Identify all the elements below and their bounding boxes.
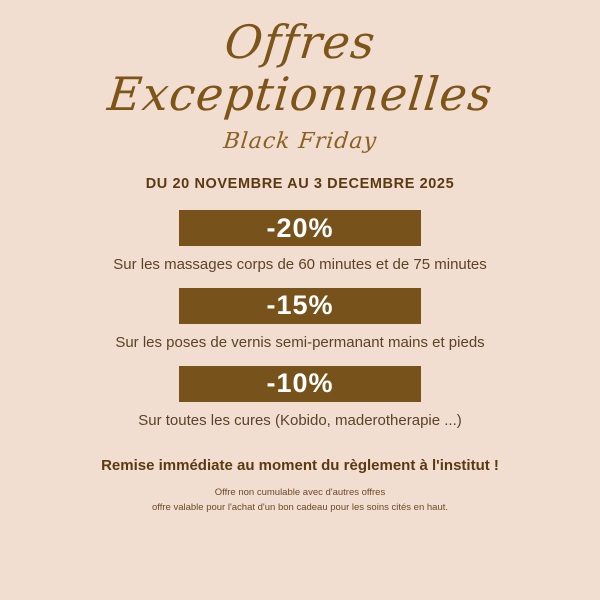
fine-print (70, 486, 530, 515)
headline-line-exceptionnelles: Exceptionnelles (104, 67, 496, 122)
poster-headline (104, 15, 496, 155)
offers-list (0, 210, 600, 443)
offer-item (0, 288, 600, 354)
footer-note: Remise immédiate au moment du règlement à l'institut ! (101, 457, 499, 475)
date-range-text: DU 20 NOVEMBRE AU 3 DECEMBRE 2025 (145, 176, 455, 193)
offer-discount-badge: -20% (179, 210, 421, 246)
offer-item (0, 210, 600, 276)
offer-discount-badge: -10% (179, 366, 421, 402)
offer-description: Sur les massages corps de 60 minutes et de 75 minutes (113, 256, 487, 274)
offer-discount-badge: -15% (179, 288, 421, 324)
headline-line-black-friday: Black Friday (221, 129, 379, 155)
offer-description: Sur toutes les cures (Kobido, maderotherapie ...) (138, 411, 462, 429)
fine-print-line-1: Offre non cumulable avec d'autres offres (214, 487, 386, 499)
headline-line-offres: Offres (221, 15, 379, 69)
offer-description: Sur les poses de vernis semi-permanant mains et pieds (115, 333, 485, 351)
fine-print-line-2: offre valable pour l'achat d'un bon cadeau pour les soins cités en haut. (151, 502, 449, 514)
offer-item (0, 366, 600, 432)
